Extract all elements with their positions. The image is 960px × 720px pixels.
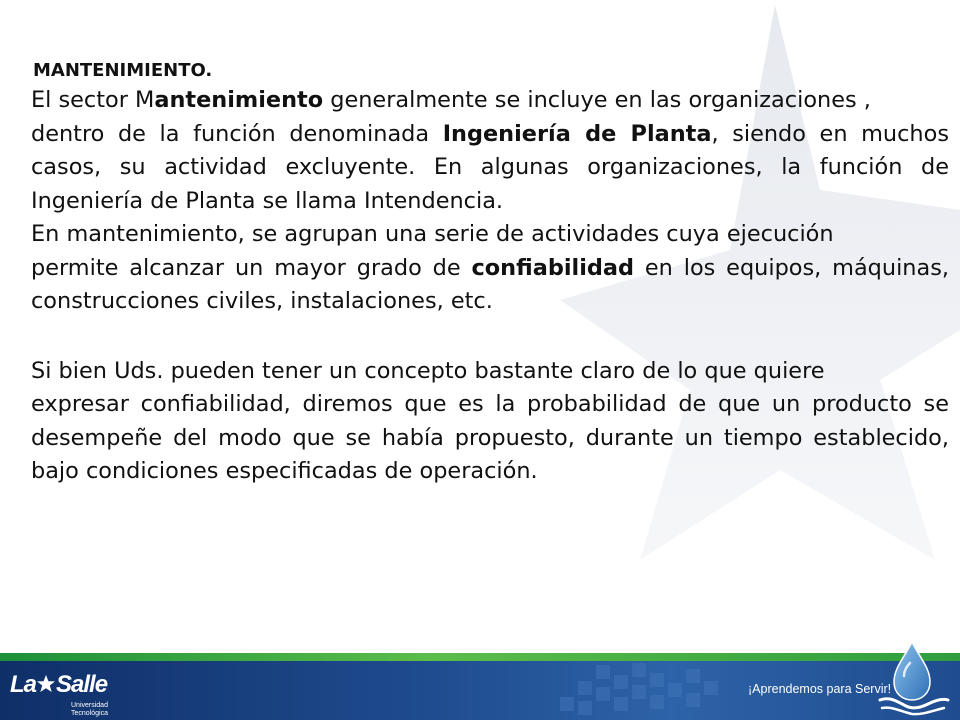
p3-text-2: expresar confiabilidad, diremos que es la probabilidad de que un producto se desempeñe del modo que se había propuesto, durante un tiempo establecido, bajo condiciones especificadas de operación. [31,391,949,484]
footer-green-stripe [0,653,960,661]
p2-text-1: En mantenimiento, se agrupan una serie de actividades cuya ejecución [31,221,834,247]
brand-la: La [10,671,37,698]
slogan: ¡Aprendemos para Servir! [748,682,892,696]
slide-heading: MANTENIMIENTO. [33,60,213,81]
footer-blue-stripe [0,661,960,720]
p1-bold-1: antenimiento [154,87,324,113]
paragraph-actividades [31,218,949,319]
footer-band [0,653,960,720]
p3-text-1: Si bien Uds. pueden tener un concepto bastante claro de lo que quiere [31,357,825,384]
brand-subtitle-1: Universidad [71,702,108,709]
lasalle-logo [10,665,130,717]
brand-salle: Salle [56,671,108,698]
paragraph-confiabilidad [31,355,949,489]
p2-text-2: permite alcanzar un mayor grado de [31,254,472,281]
water-drop-hands-icon [872,636,952,720]
brand-name [10,671,107,699]
p2-text-3: en los equipos, máquinas, construcciones civiles, instalaciones, etc. [31,254,949,314]
p2-bold-1: confiabilidad [471,254,635,281]
star-icon [36,674,56,694]
slide-content [31,58,949,489]
paragraph-spacer [31,319,949,355]
p1-text-4: , siendo en muchos casos, su actividad excluyente. En algunas organizaciones, la función de Ingeniería de Planta se llama Intendencia. [31,120,949,214]
p1-text-2: generalmente se incluye en las organizaciones , [323,87,871,113]
footer-square-pattern [560,661,730,720]
p1-text-3: dentro de la función denominada [31,120,443,147]
p1-bold-2: Ingeniería de Planta [442,120,712,147]
paragraph-mantenimiento [31,84,949,218]
p1-text-1: El sector M [31,87,155,113]
brand-subtitle-2: Tecnológica [71,710,108,717]
